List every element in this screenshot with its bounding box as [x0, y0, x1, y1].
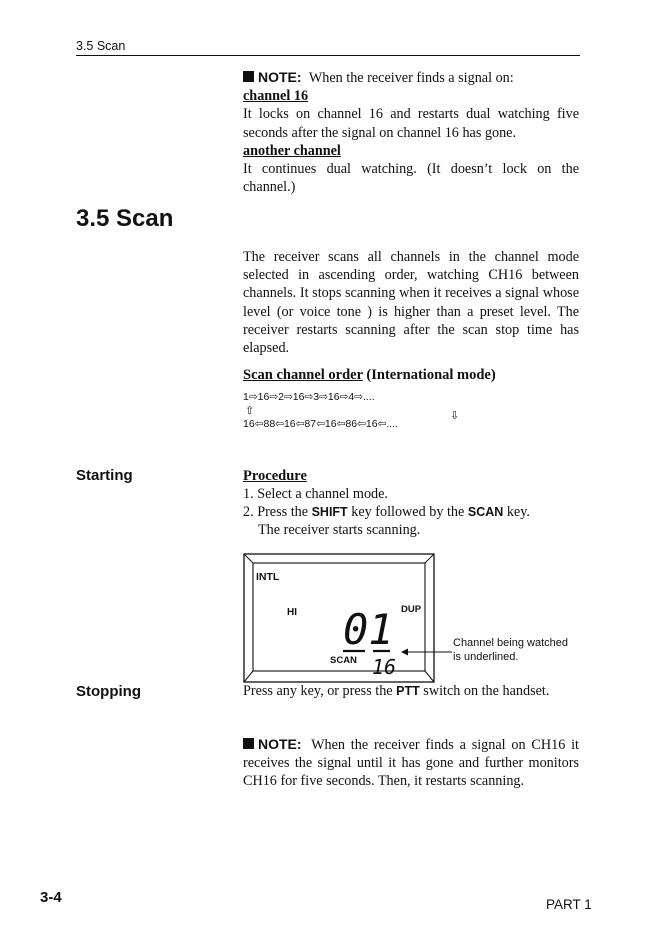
- scan-order-line-1: 1⇨16⇨2⇨16⇨3⇨16⇨4⇨....: [243, 391, 375, 403]
- step2-text: 2. Press the: [243, 504, 312, 520]
- header-rule: [76, 55, 580, 56]
- lcd-callout-text: is underlined.: [453, 651, 519, 663]
- step2-text: key followed by the: [347, 504, 468, 520]
- note-square-icon: [243, 738, 254, 749]
- note-ch16-monitoring: [243, 735, 579, 791]
- procedure-step-1: 1. Select a channel mode.: [243, 486, 388, 502]
- scan-description: The receiver scans all channels in the channel mode selected in ascending order, watching CH16 between channels. It stops scanning when it receives a signal whose level (or voice tone ) is higher than a preset level. The receiver restarts scanning after the scan stop time has elapsed.: [243, 249, 579, 357]
- procedure-heading: Procedure: [243, 468, 307, 484]
- stopping-text: Press any key, or press the: [243, 683, 397, 699]
- lcd-scan-label: SCAN: [330, 655, 357, 666]
- lcd-mode-label: INTL: [256, 571, 280, 583]
- note-channel16: [243, 68, 579, 196]
- scan-order-heading-underlined: Scan channel order: [243, 367, 363, 383]
- note-text: When the receiver finds a signal on:: [305, 70, 514, 86]
- starting-heading: Starting: [76, 467, 133, 484]
- scan-order-up-arrow-icon: ⇧: [245, 405, 255, 417]
- lcd-dup-label: DUP: [401, 604, 422, 615]
- note-label: NOTE:: [258, 736, 302, 752]
- note-line: [243, 68, 579, 87]
- callout-leader-line: [434, 644, 454, 660]
- procedure-step-2: [243, 504, 530, 521]
- note-paragraph-other-channel: It continues dual watching. (It doesn’t lock on the channel.): [243, 161, 579, 196]
- ptt-key-label: PTT: [396, 684, 420, 698]
- stopping-instruction: [243, 683, 549, 700]
- stopping-heading: Stopping: [76, 683, 141, 700]
- note-subheading-other-channel: another channel: [243, 142, 341, 159]
- lcd-display-illustration: [243, 553, 435, 683]
- lcd-watch-channel: 16: [372, 655, 397, 679]
- procedure-step-2-result: The receiver starts scanning.: [258, 522, 421, 538]
- lcd-channel-digits: 01: [343, 605, 394, 654]
- scan-order-heading-mode: (International mode): [362, 367, 496, 383]
- step2-text: key.: [503, 504, 530, 520]
- stopping-text: switch on the handset.: [419, 683, 550, 699]
- scan-order-heading: [243, 367, 496, 384]
- note-label: NOTE:: [258, 69, 302, 85]
- part-label: PART 1: [546, 897, 592, 912]
- lcd-power-label: HI: [287, 607, 297, 618]
- note-text: When the receiver finds a signal on CH16 it receives the signal until it has gone and further monitors CH16 for five seconds. Then, it restarts scanning.: [243, 737, 579, 790]
- scan-key-label: SCAN: [467, 505, 504, 519]
- note-square-icon: [243, 71, 254, 82]
- note-paragraph-channel16: It locks on channel 16 and restarts dual watching five seconds after the signal on channel 16 has gone.: [243, 106, 579, 141]
- callout-arrow-icon: [401, 649, 408, 656]
- shift-key-label: SHIFT: [311, 505, 348, 519]
- lcd-callout-text: Channel being watched: [453, 637, 568, 649]
- scan-order-down-arrow-icon: ⇩: [450, 410, 460, 422]
- running-head: 3.5 Scan: [76, 39, 126, 53]
- scan-order-line-2: 16⇦88⇦16⇦87⇦16⇦86⇦16⇦....: [243, 418, 399, 430]
- note-subheading-channel16: channel 16: [243, 88, 309, 105]
- page-number: 3-4: [40, 889, 62, 906]
- section-title: 3.5 Scan: [76, 205, 174, 232]
